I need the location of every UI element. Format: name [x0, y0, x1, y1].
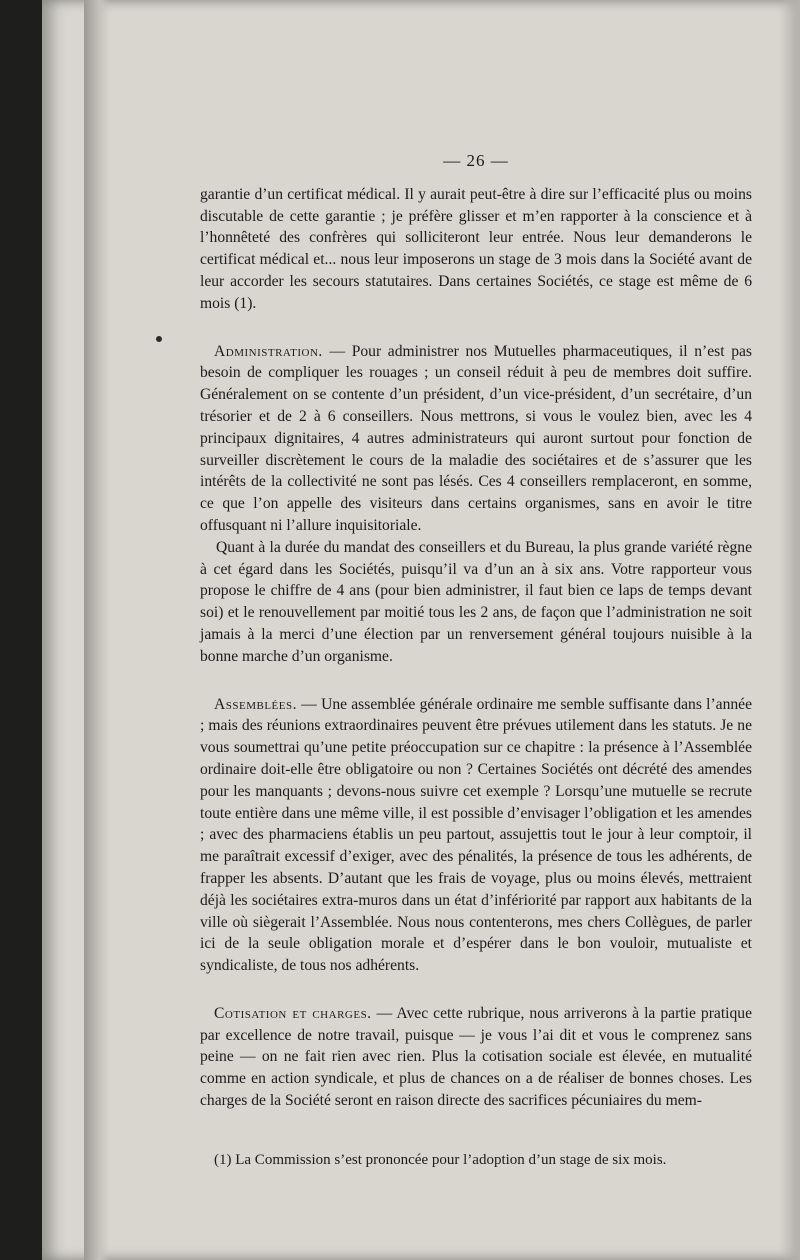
page-content: [200, 150, 752, 1170]
section-text-cotisation: — Avec cette rubrique, nous arriverons à la partie pratique par excellence de notre travail, puisque — je vous l’ai dit et vous le comprenez sans peine — on ne fait rien avec rien. Plus la cotisation sociale est élevée, en mutualité comme en action syndicale, et plus de chances on a de réaliser de bonnes choses. Les charges de la Société seront en raison directe des sacrifices pécuniaires du mem-: [200, 1004, 752, 1110]
section-text-administration: — Pour administrer nos Mutuelles pharmaceutiques, il n’est pas besoin de compliquer les rouages ; un conseil réduit à peu de membres doit suffire. Généralement on se contente d’un président, d’un vice-président, d’un secrétaire, d’un trésorier et de 2 à 6 conseillers. Nous mettrons, si vous le voulez bien, avec les 4 principaux dignitaires, 4 autres administrateurs qui auront surtout pour fonction de surveiller discrètement le cours de la maladie des sociétaires et de s’assurer que les intérêts de la collectivité ne sont pas lésés. Ces 4 conseillers remplaceront, en somme, ce que l’on appelle des visiteurs dans certains organismes, sans en avoir le titre offusquant ni l’allure inquisitoriale.: [200, 342, 752, 534]
paragraph-administration: [200, 341, 752, 537]
paragraph-mandat: Quant à la durée du mandat des conseillers et du Bureau, la plus grande variété règne à cet égard dans les Sociétés, puisqu’il va d’un an à six ans. Votre rapporteur vous propose le chiffre de 4 ans (pour bien administrer, il faut bien ce laps de temps devant soi) et le renouvellement par moitié tous les 2 ans, de façon que l’administration ne soit jamais à la merci d’une élection par un renversement général toujours nuisible à la bonne marche d’un organisme.: [200, 538, 752, 665]
paragraph-garantie: garantie d’un certificat médical. Il y aurait peut-être à dire sur l’efficacité plus ou moins discutable de cette garantie ; je préfère glisser et m’en rapporter à la conscience et à l’honnêteté des confrères qui solliciteront leur entrée. Nous leur demanderons le certificat médical et... nous leur imposerons un stage de 3 mois dans la Société avant de leur accorder les secours statutaires. Dans certaines Sociétés, ce stage est même de 6 mois (1).: [200, 185, 752, 312]
paragraph-assemblees: [200, 694, 752, 977]
section-heading-assemblees: Assemblées.: [214, 695, 298, 713]
section-text-assemblees: — Une assemblée générale ordinaire me semble suffisante dans l’année ; mais des réunions extraordinaires peuvent être prévues utilement dans les statuts. Je ne vous soumettrai qu’une petite préoccupation sur ce chapitre : la présence à l’Assemblée ordinaire doit-elle être obligatoire ou non ? Certaines Sociétés ont décrété des amendes pour les manquants ; devons-nous suivre cet exemple ? Lorsqu’une mutuelle se recrute toute entière dans une même ville, il est possible d’envisager l’obligation et les amendes ; avec des pharmaciens établis un peu partout, assujettis tout le jour à leur comptoir, il me paraîtrait excessif d’exiger, avec des pénalités, la présence de tous les adhérents, de frapper les absents. D’autant que les frais de voyage, plus ou moins élevés, mettraient déjà les sociétaires extra-muros dans un état d’infériorité par rapport aux habitants de la ville où siègerait l’Assemblée. Nous nous contenterons, mes chers Collègues, de parler ici de la seule obligation morale et d’espérer dans le bon vouloir, mutualiste et syndicaliste, de tous nos adhérents.: [200, 695, 753, 975]
section-heading-administration: Administration.: [214, 342, 323, 360]
page-number: — 26 —: [443, 151, 509, 170]
page-edge: [778, 0, 800, 1260]
margin-mark: [156, 336, 162, 342]
footnote: (1) La Commission s’est prononcée pour l’adoption d’un stage de six mois.: [214, 1151, 667, 1168]
page-binding: [84, 0, 110, 1260]
paragraph-cotisation: [200, 1003, 752, 1112]
section-heading-cotisation: Cotisation et charges.: [214, 1004, 372, 1022]
